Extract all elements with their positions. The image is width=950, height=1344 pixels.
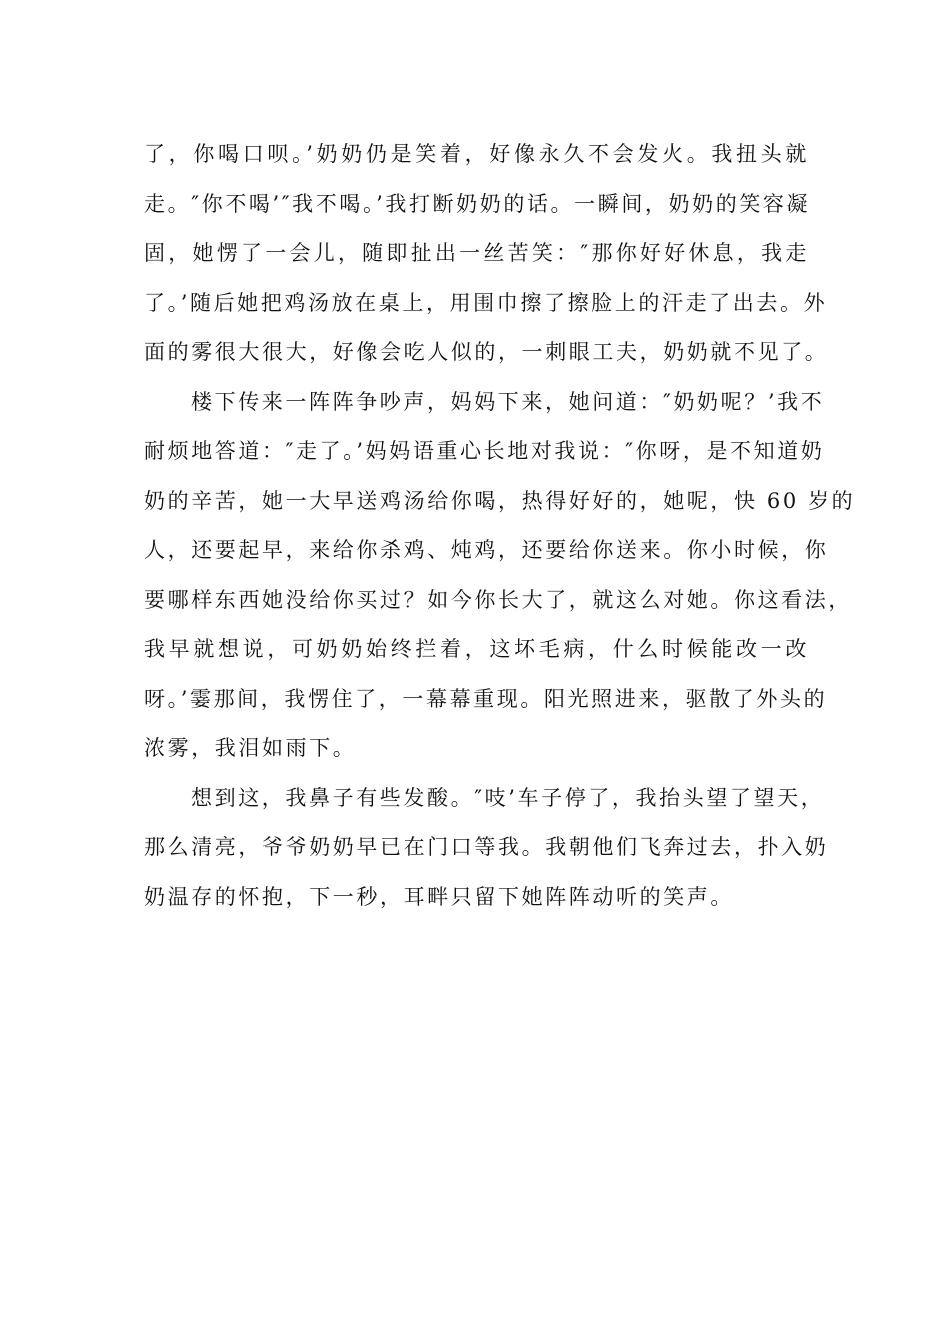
text-line: 我早就想说，可奶奶始终拦着，这坏毛病，什么时候能改一改 xyxy=(144,637,809,661)
text-line: 楼下传来一阵阵争吵声，妈妈下来，她问道：″奶奶呢？’我不 xyxy=(191,389,825,414)
text-line: 那么清亮，爷爷奶奶早已在门口等我。我朝他们飞奔过去，扑入奶 xyxy=(144,835,829,859)
text-line: 走。″你不喝’″我不喝。’我打断奶奶的话。一瞬间，奶奶的笑容凝 xyxy=(144,191,811,216)
text-line: 人，还要起早，来给你杀鸡、炖鸡，还要给你送来。你小时候，你 xyxy=(144,538,829,562)
text-line: 了，你喝口呗。’奶奶仍是笑着，好像永久不会发火。我扭头就 xyxy=(144,142,809,166)
text-line: 奶的辛苦，她一大早送鸡汤给你喝，热得好好的，她呢，快 60 岁的 xyxy=(144,488,856,513)
paragraph-1 xyxy=(144,130,829,378)
text-line: 了。’随后她把鸡汤放在桌上，用围巾擦了擦脸上的汗走了出去。外 xyxy=(144,290,828,315)
text-line: 要哪样东西她没给你买过？如今你长大了，就这么对她。你这看法， xyxy=(144,587,852,612)
document-body xyxy=(144,130,856,922)
text-line: 浓雾，我泪如雨下。 xyxy=(144,736,357,760)
text-line: 想到这，我鼻子有些发酸。″吱’车子停了，我抬头望了望天， xyxy=(191,785,825,810)
text-line: 耐烦地答道：″走了。’妈妈语重心长地对我说：″你呀，是不知道奶 xyxy=(144,439,825,463)
paragraph-2 xyxy=(144,378,856,774)
text-line: 奶温存的怀抱，下一秒，耳畔只留下她阵阵动听的笑声。 xyxy=(144,884,734,909)
paragraph-3 xyxy=(144,774,829,923)
text-line: 呀。’霎那间，我愣住了，一幕幕重现。阳光照进来，驱散了外头的 xyxy=(144,686,828,711)
text-line: 面的雾很大很大，好像会吃人似的，一刺眼工夫，奶奶就不见了。 xyxy=(144,340,829,364)
text-line: 固，她愣了一会儿，随即扯出一丝苦笑：″那你好好休息，我走 xyxy=(144,241,809,265)
